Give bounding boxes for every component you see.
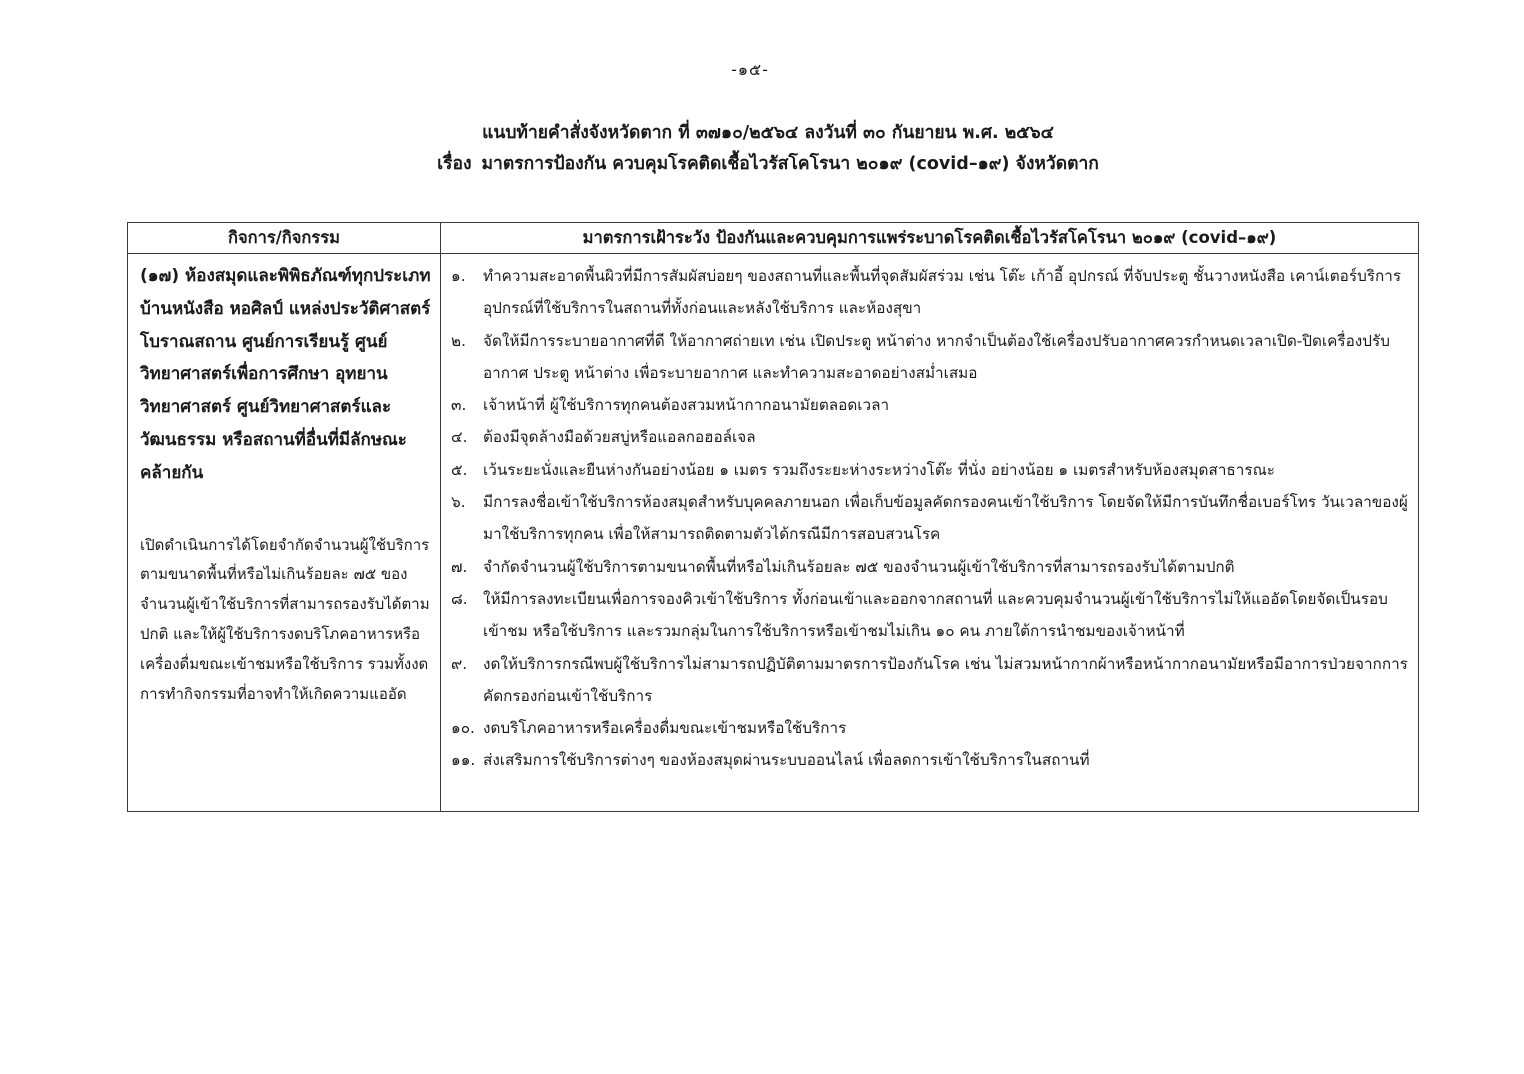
measures-table	[127, 222, 1419, 812]
activity-condition: เปิดดำเนินการได้โดยจำกัดจำนวนผู้ใช้บริการตามขนาดพื้นที่หรือไม่เกินร้อยละ ๗๕ ของจำนวนผู้เข้าใช้บริการที่สามารถรองรับได้ตามปกติ และให้ผู้ใช้บริการงดบริโภคอาหารหรือเครื่องดื่มขณะเข้าชมหรือใช้บริการ รวมทั้งงดการทำกิจกรรมที่อาจทำให้เกิดความแออัด	[140, 535, 430, 703]
table-header-row	[128, 223, 1419, 254]
measure-number: ๗.	[451, 557, 468, 576]
activity-column-header: กิจการ/กิจกรรม	[128, 223, 441, 254]
measures-column-header: มาตรการเฝ้าระวัง ป้องกันและควบคุมการแพร่ระบาดโรคติดเชื้อไวรัสโคโรนา ๒๐๑๙ (covid–๑๙)	[441, 223, 1419, 254]
measure-number: ๕.	[451, 460, 468, 479]
measure-text: งดบริโภคอาหารหรือเครื่องดื่มขณะเข้าชมหรือใช้บริการ	[483, 719, 847, 738]
measure-item	[451, 486, 1408, 551]
measures-list	[451, 260, 1408, 777]
activity-cell	[128, 254, 441, 812]
subject-text: มาตรการป้องกัน ควบคุมโรคติดเชื้อไวรัสโคโรนา ๒๐๑๙ (covid–๑๙) จังหวัดตาก	[481, 154, 1099, 174]
measure-item	[451, 744, 1408, 776]
header-reference-line: แนบท้ายคำสั่งจังหวัดตาก ที่ ๓๗๑๐/๒๕๖๔ ลงวันที่ ๓๐ กันยายน พ.ศ. ๒๕๖๔	[482, 123, 1054, 143]
measure-item	[451, 325, 1408, 390]
measure-item	[451, 583, 1408, 648]
measure-text: จำกัดจำนวนผู้ใช้บริการตามขนาดพื้นที่หรือไม่เกินร้อยละ ๗๕ ของจำนวนผู้เข้าใช้บริการที่สามารถรองรับได้ตามปกติ	[483, 557, 1235, 576]
measure-text: งดให้บริการกรณีพบผู้ใช้บริการไม่สามารถปฏิบัติตามมาตรการป้องกันโรค เช่น ไม่สวมหน้ากากผ้าหรือหน้ากากอนามัยหรือมีอาการป่วยจากการคัดกรองก่อนเข้าใช้บริการ	[483, 654, 1408, 705]
measure-text: ทำความสะอาดพื้นผิวที่มีการสัมผัสบ่อยๆ ของสถานที่และพื้นที่จุดสัมผัสร่วม เช่น โต๊ะ เก้าอี้ อุปกรณ์ ที่จับประตู ชั้นวางหนังสือ เคาน์เตอร์บริการ อุปกรณ์ที่ใช้บริการในสถานที่ทั้งก่อนและหลังใช้บริการ และห้องสุขา	[483, 267, 1402, 318]
measure-item	[451, 551, 1408, 583]
measure-text: ต้องมีจุดล้างมือด้วยสบู่หรือแอลกอฮอล์เจล	[483, 428, 756, 447]
page-number: -๑๕-	[731, 60, 769, 79]
measure-number: ๓.	[451, 396, 467, 415]
measure-number: ๑๐.	[451, 719, 475, 738]
measure-text: ส่งเสริมการใช้บริการต่างๆ ของห้องสมุดผ่านระบบออนไลน์ เพื่อลดการเข้าใช้บริการในสถานที่	[483, 751, 1090, 770]
measures-cell	[441, 254, 1419, 812]
measure-item	[451, 389, 1408, 421]
measure-text: จัดให้มีการระบายอากาศที่ดี ให้อากาศถ่ายเท เช่น เปิดประตู หน้าต่าง หากจำเป็นต้องใช้เครื่องปรับอากาศควรกำหนดเวลาเปิด-ปิดเครื่องปรับอากาศ ประตู หน้าต่าง เพื่อระบายอากาศ และทำความสะอาดอย่างสม่ำเสมอ	[483, 331, 1390, 382]
measure-text: เจ้าหน้าที่ ผู้ใช้บริการทุกคนต้องสวมหน้ากากอนามัยตลอดเวลา	[483, 396, 890, 415]
measure-number: ๑.	[451, 267, 466, 285]
measure-item	[451, 421, 1408, 453]
subject-label: เรื่อง	[437, 154, 472, 174]
measure-number: ๖.	[451, 493, 466, 512]
measure-number: ๔.	[451, 428, 468, 447]
activity-title: (๑๗) ห้องสมุดและพิพิธภัณฑ์ทุกประเภท บ้านหนังสือ หอศิลป์ แหล่งประวัติศาสตร์ โบราณสถาน ศูนย์การเรียนรู้ ศูนย์วิทยาศาสตร์เพื่อการศึกษา อุทยานวิทยาศาสตร์ ศูนย์วิทยาศาสตร์และวัฒนธรรม หรือสถานที่อื่นที่มีลักษณะคล้ายกัน	[140, 266, 431, 483]
measure-item	[451, 712, 1408, 744]
measure-text: เว้นระยะนั่งและยืนห่างกันอย่างน้อย ๑ เมตร รวมถึงระยะห่างระหว่างโต๊ะ ที่นั่ง อย่างน้อย ๑ เมตรสำหรับห้องสมุดสาธารณะ	[483, 460, 1275, 479]
table-row	[128, 254, 1419, 812]
measure-text: ให้มีการลงทะเบียนเพื่อการจองคิวเข้าใช้บริการ ทั้งก่อนเข้าและออกจากสถานที่ และควบคุมจำนวนผู้เข้าใช้บริการไม่ให้แออัดโดยจัดเป็นรอบเข้าชม หรือใช้บริการ และรวมกลุ่มในการใช้บริการหรือเข้าชมไม่เกิน ๑๐ คน ภายใต้การนำชมของเจ้าหน้าที่	[483, 589, 1388, 641]
measure-item	[451, 454, 1408, 486]
measure-number: ๑๑.	[451, 751, 476, 770]
header-subject-line	[0, 149, 1524, 180]
measure-item	[451, 260, 1408, 325]
measure-number: ๒.	[451, 331, 466, 350]
document-header	[0, 118, 1524, 180]
measure-item	[451, 648, 1408, 713]
measure-text: มีการลงชื่อเข้าใช้บริการห้องสมุดสำหรับบุคคลภายนอก เพื่อเก็บข้อมูลคัดกรองคนเข้าใช้บริการ โดยจัดให้มีการบันทึกชื่อเบอร์โทร วันเวลาของผู้มาใช้บริการทุกคน เพื่อให้สามารถติดตามตัวได้กรณีมีการสอบสวนโรค	[483, 493, 1408, 544]
measure-number: ๙.	[451, 654, 468, 673]
measure-number: ๘.	[451, 589, 468, 608]
